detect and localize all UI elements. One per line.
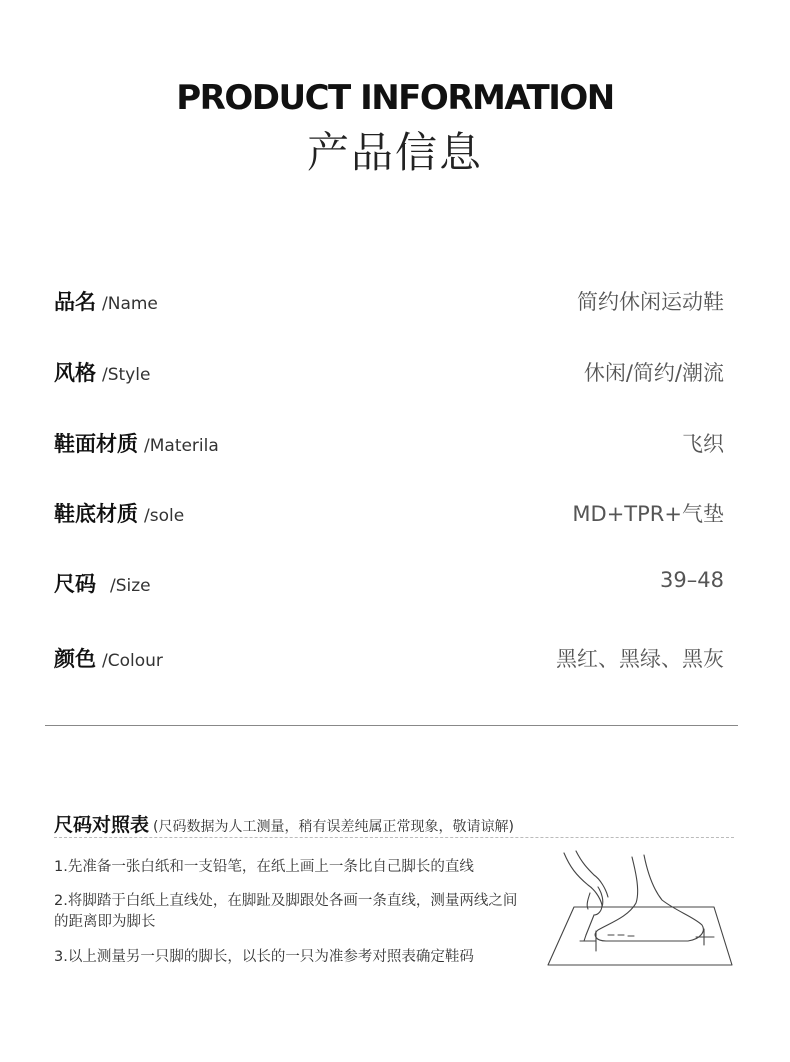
spec-row-name: [54, 282, 724, 322]
spec-row-colour: [54, 639, 724, 679]
spec-label-cn: 尺码: [54, 572, 96, 596]
spec-value: MD+TPR+气垫: [572, 502, 724, 526]
spec-label-en: /Colour: [102, 651, 163, 671]
spec-label: [54, 286, 158, 316]
spec-label: [54, 428, 219, 458]
size-guide-title: [54, 810, 514, 837]
spec-value: 简约休闲运动鞋: [577, 290, 724, 314]
spec-value: 39–48: [660, 568, 724, 592]
spec-label-en: /Materila: [144, 436, 219, 456]
spec-row-upper-material: [54, 424, 724, 464]
spec-label-cn: 鞋底材质: [54, 502, 138, 526]
spec-label: [54, 568, 151, 598]
spec-label-cn: 品名: [54, 290, 96, 314]
spec-label: [54, 498, 184, 528]
page-title-cn: 产品信息: [306, 128, 483, 177]
dashed-divider: [54, 837, 734, 838]
size-guide-heading: 尺码对照表: [54, 814, 150, 836]
spec-label: [54, 357, 150, 387]
measure-step-1: 1.先准备一张白纸和一支铅笔，在纸上画上一条比自己脚长的直线: [54, 859, 474, 875]
spec-label-en: /Size: [110, 576, 151, 596]
spec-label-en: /Style: [102, 365, 151, 385]
spec-row-sole-material: [54, 494, 724, 534]
spec-value: 飞织: [682, 432, 724, 456]
spec-row-size: [54, 564, 724, 604]
foot-measure-illustration-icon: [536, 845, 738, 970]
size-guide-note: (尺码数据为人工测量，稍有误差纯属正常现象，敬请谅解): [153, 819, 514, 835]
spec-row-style: [54, 353, 724, 393]
section-divider: [45, 725, 738, 726]
spec-label-en: /Name: [102, 294, 158, 314]
spec-label-cn: 风格: [54, 361, 96, 385]
spec-value: 黑红、黑绿、黑灰: [556, 647, 724, 671]
spec-label: [54, 643, 163, 673]
spec-label-en: /sole: [144, 506, 185, 526]
page-title-en: PRODUCT INFORMATION: [176, 78, 614, 118]
spec-label-cn: 鞋面材质: [54, 432, 138, 456]
measure-step-2: 2.将脚踏于白纸上直线处，在脚趾及脚跟处各画一条直线，测量两线之间的距离即为脚长: [54, 893, 518, 930]
spec-value: 休闲/简约/潮流: [583, 361, 724, 385]
spec-label-cn: 颜色: [54, 647, 96, 671]
measure-step-3: 3.以上测量另一只脚的脚长，以长的一只为准参考对照表确定鞋码: [54, 949, 474, 965]
